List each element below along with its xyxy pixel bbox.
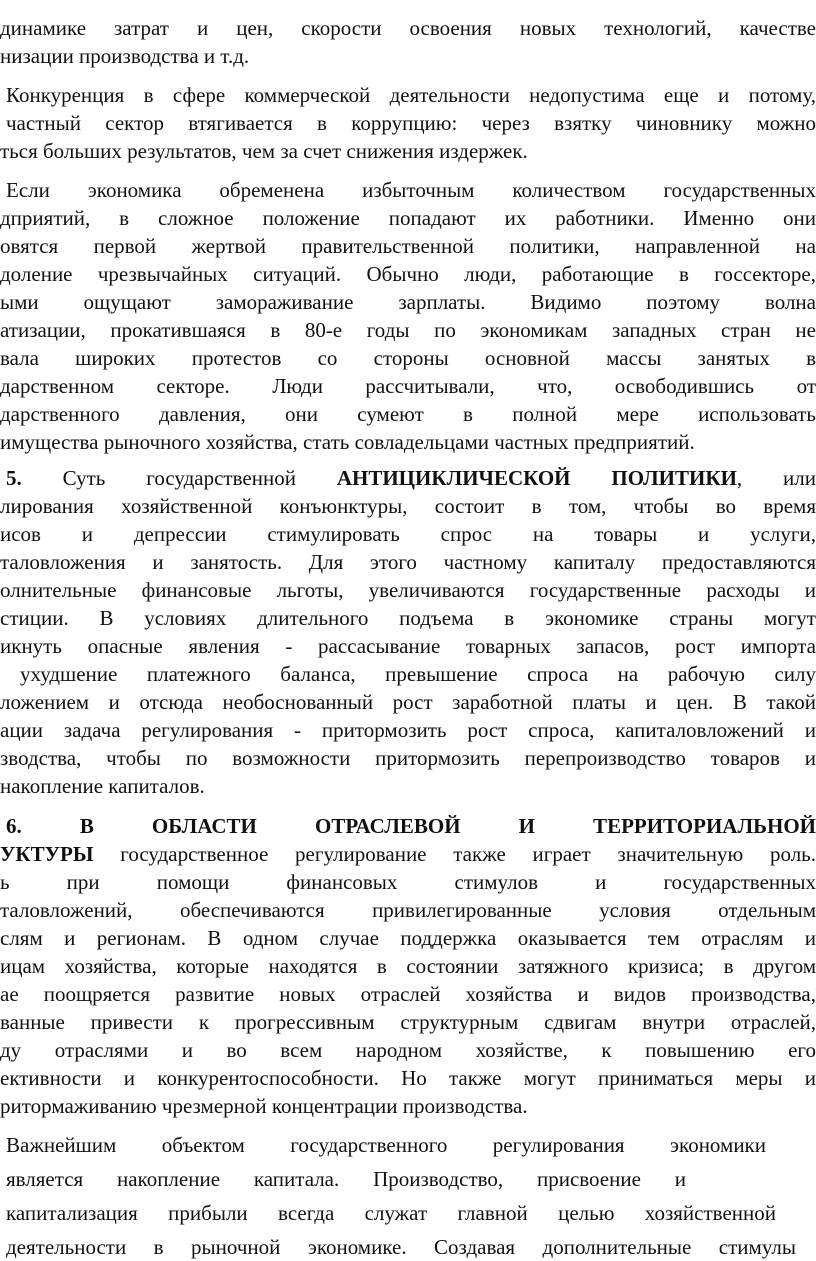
text-line: накопление капиталов. [0,774,205,798]
text-line: 5. Суть государственной АНТИЦИКЛИЧЕСКОЙ ПОЛИТИКИ, или [6,466,816,490]
text-line: икнуть опасные явления - рассасывание товарных запасов, рост импорта [0,634,816,658]
text-line: ации задача регулирования - притормозить рост спроса, капиталовложений и [0,718,816,742]
text-line: таловложения и занятость. Для этого частному капиталу предоставляются [0,550,816,574]
text-line: ае поощряется развитие новых отраслей хозяйства и видов производства, [0,982,816,1006]
text-line: слям и регионам. В одном случае поддержка оказывается тем отраслям и [0,926,816,950]
text-line: ванные привести к прогрессивным структурным сдвигам внутри отраслей, [0,1010,816,1034]
text-line: Если экономика обременена избыточным количеством государственных [6,178,816,202]
text-line: овятся первой жертвой правительственной политики, направленной на [0,234,816,258]
text-line: доление чрезвычайных ситуаций. Обычно люди, работающие в госсекторе, [0,262,816,286]
text-line: ложением и отсюда необоснованный рост заработной платы и цен. В такой [0,690,816,714]
text-line: ицам хозяйства, которые находятся в состоянии затяжного кризиса; в другом [0,954,816,978]
text-line: ритормаживанию чрезмерной концентрации производства. [0,1094,528,1118]
text-line: Конкуренция в сфере коммерческой деятельности недопустима еще и потому, [6,83,816,107]
text-line: ухудшение платежного баланса, превышение спроса на рабочую силу [20,662,816,686]
text-line: деятельности в рыночной экономике. Создавая дополнительные стимулы [6,1235,796,1259]
text-line: является накопление капитала. Производство, присвоение и [6,1167,686,1191]
text-line: УКТУРЫ государственное регулирование также играет значительную роль. [0,842,816,866]
text-line: ыми ощущают замораживание зарплаты. Видимо поэтому волна [0,290,816,314]
text-line: динамике затрат и цен, скорости освоения новых технологий, качестве [0,16,816,40]
text-line: низации производства и т.д. [0,44,250,68]
text-line: вала широких протестов со стороны основной массы занятых в [0,346,816,370]
text-line: Важнейшим объектом государственного регулирования экономики [6,1133,766,1157]
text-line: атизации, прокатившаяся в 80-е годы по экономикам западных стран не [0,318,816,342]
text-line: ду отраслями и во всем народном хозяйстве, к повышению его [0,1038,816,1062]
text-line: ться больших результатов, чем за счет снижения издержек. [0,139,528,163]
text-line: зводства, чтобы по возможности притормозить перепроизводство товаров и [0,746,816,770]
text-line: капитализация прибыли всегда служат главной целью хозяйственной [6,1201,776,1225]
text-line: стиции. В условиях длительного подъема в экономике страны могут [0,606,816,630]
text-line: исов и депрессии стимулировать спрос на товары и услуги, [0,522,816,546]
text-line: дарственном секторе. Люди рассчитывали, что, освободившись от [0,374,816,398]
text-line: ективности и конкурентоспособности. Но также могут приниматься меры и [0,1066,816,1090]
text-line: лирования хозяйственной конъюнктуры, состоит в том, чтобы во время [0,494,816,518]
text-line: частный сектор втягивается в коррупцию: через взятку чиновнику можно [6,111,816,135]
section-heading: 6. В ОБЛАСТИ ОТРАСЛЕВОЙ И ТЕРРИТОРИАЛЬНОЙ [6,814,816,838]
section-number: 5. [6,466,22,490]
text-line: олнительные финансовые льготы, увеличиваются государственные расходы и [0,578,816,602]
section-heading: АНТИЦИКЛИЧЕСКОЙ ПОЛИТИКИ [336,466,737,490]
text-line: ь при помощи финансовых стимулов и государственных [0,870,816,894]
text-line: дарственного давления, они сумеют в полной мере использовать [0,402,816,426]
text-line: дприятий, в сложное положение попадают их работники. Именно они [0,206,816,230]
section-heading: УКТУРЫ [0,842,94,866]
text-line: имущества рыночного хозяйства, стать совладельцами частных предприятий. [0,430,695,454]
text-line: таловложений, обеспечиваются привилегированные условия отдельным [0,898,816,922]
